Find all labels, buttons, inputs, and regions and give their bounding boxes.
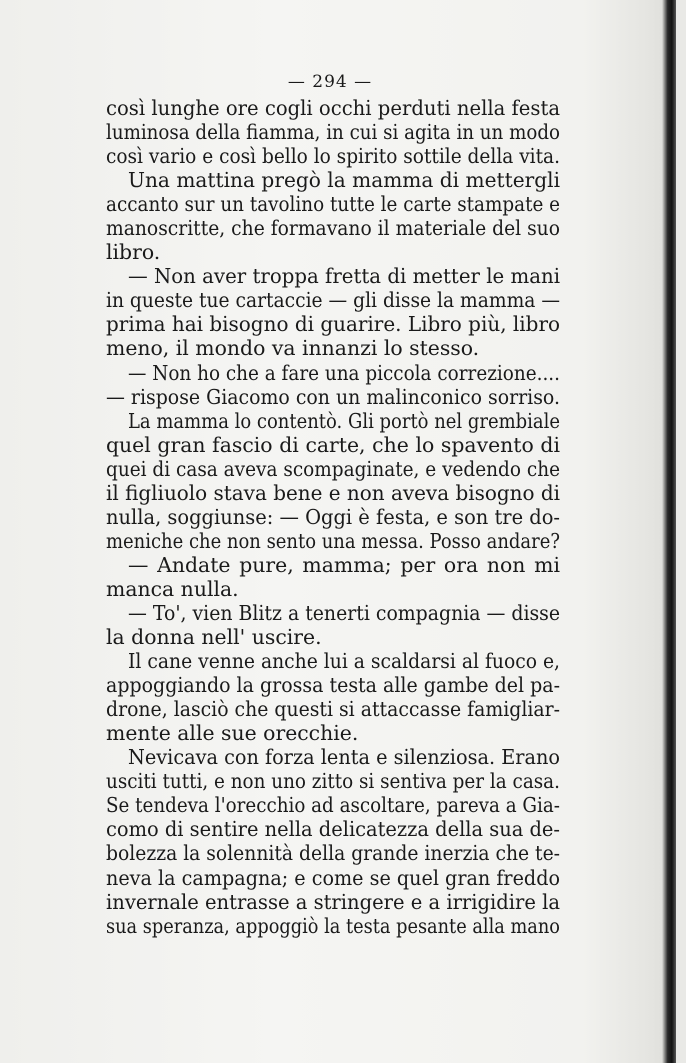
text-line: manoscritte, che formavano il materiale del suo (106, 216, 560, 241)
text-line: Se tendeva l'orecchio ad ascoltare, pareva a Gia- (106, 793, 560, 818)
text-line: mente alle sue orecchie. (106, 721, 359, 746)
text-line: Il cane venne anche lui a scaldarsi al fuoco e, (128, 649, 561, 674)
text-line: neva la campagna; e come se quel gran freddo (106, 865, 561, 890)
text-line: quel gran fascio di carte, che lo spavento di (106, 432, 560, 457)
text-line: sua speranza, appoggiò la testa pesante alla mano (106, 913, 560, 938)
text-line: — Non ho che a fare una piccola correzione.... (128, 360, 560, 385)
text-line: manca nulla. (106, 576, 239, 601)
text-line: La mamma lo contentò. Gli portò nel grembiale (128, 408, 560, 433)
text-line: bolezza la solennità della grande inerzia che te- (106, 841, 560, 866)
text-line: drone, lasciò che questi si attaccasse famigliar- (106, 697, 561, 722)
text-line: appoggiando la grossa testa alle gambe del pa- (106, 673, 560, 698)
text-line: — Non aver troppa fretta di metter le mani (128, 264, 561, 289)
body-text (106, 96, 560, 938)
text-line: libro. (106, 240, 161, 265)
text-line: — To', vien Blitz a tenerti compagnia — disse (128, 600, 561, 625)
text-line: nulla, soggiunse: — Oggi è festa, e son tre do- (106, 504, 561, 529)
text-line: — Andate pure, mamma; per ora non mi (128, 552, 560, 577)
text-line: Nevicava con forza lenta e silenziosa. Erano (128, 745, 560, 770)
text-line: così lunghe ore cogli occhi perduti nella festa (106, 96, 561, 120)
text-line: in queste tue cartaccie — gli disse la mamma — (106, 288, 561, 313)
text-line: accanto sur un tavolino tutte le carte stampate e (106, 192, 561, 217)
page-edge (676, 0, 686, 1063)
text-line: usciti tutti, e non uno zitto si sentiva per la casa. (106, 769, 560, 794)
text-line: meniche che non sento una messa. Posso andare? (106, 528, 560, 553)
text-line: prima hai bisogno di guarire. Libro più, libro (106, 312, 561, 337)
book-binding-shadow (662, 0, 676, 1063)
text-line: luminosa della fiamma, in cui si agita in un modo (106, 120, 560, 145)
text-line: invernale entrasse a stringere e a irrigidire la (106, 889, 560, 914)
text-line: Una mattina pregò la mamma di mettergli (128, 168, 561, 193)
text-line: — rispose Giacomo con un malinconico sorriso. (106, 384, 560, 409)
text-line: così vario e così bello lo spirito sottile della vita. (106, 144, 560, 169)
text-line: quei di casa aveva scompaginate, e vedendo che (106, 456, 561, 481)
text-line: la donna nell' uscire. (106, 625, 322, 650)
page-number: — 294 — (287, 72, 373, 92)
text-line: como di sentire nella delicatezza della sua de- (106, 817, 560, 842)
text-line: il figliuolo stava bene e non aveva bisogno di (106, 480, 560, 505)
text-line: meno, il mondo va innanzi lo stesso. (106, 336, 480, 361)
